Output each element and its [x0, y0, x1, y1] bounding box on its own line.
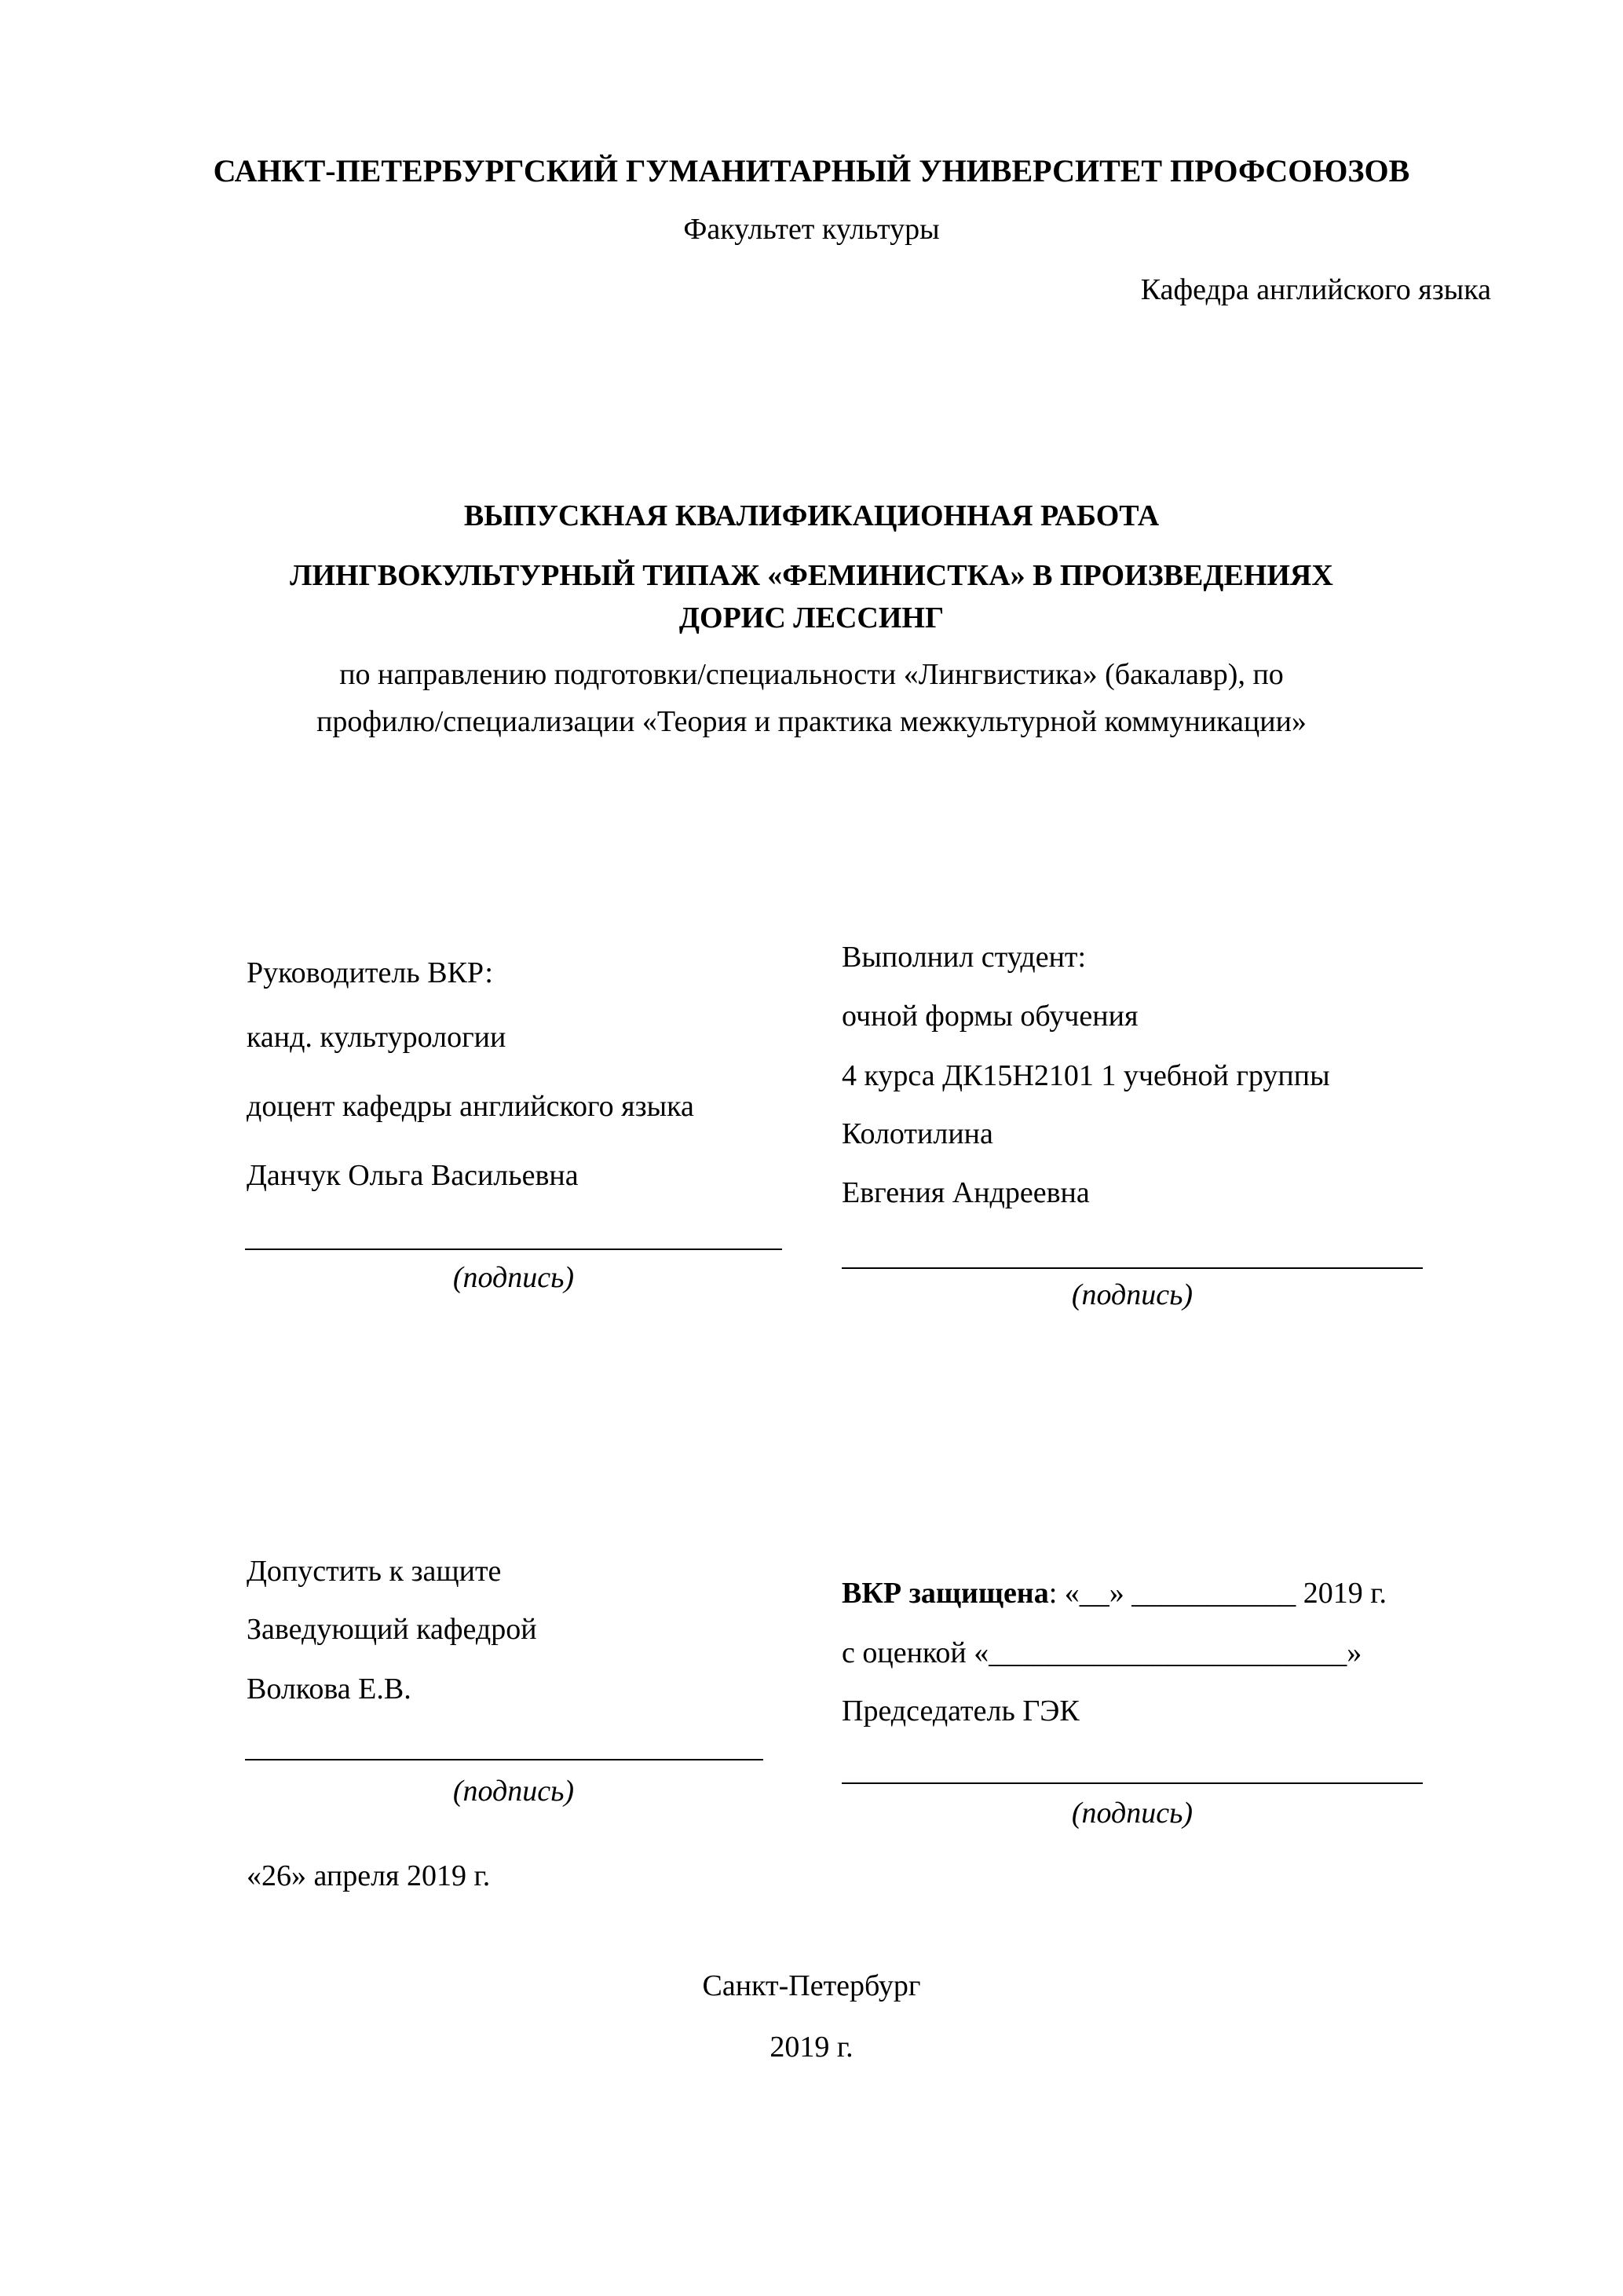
direction-line-1: по направлению подготовки/специальности «Лингвистика» (бакалавр), по [339, 658, 1284, 691]
student-signature-caption: (подпись) [1071, 1278, 1193, 1311]
university-name: САНКТ-ПЕТЕРБУРГСКИЙ ГУМАНИТАРНЫЙ УНИВЕРСИТЕТ ПРОФСОЮЗОВ [213, 153, 1410, 188]
supervisor-label: Руководитель ВКР: [247, 956, 493, 989]
topic-title-line-1: ЛИНГВОКУЛЬТУРНЫЙ ТИПАЖ «ФЕМИНИСТКА» В ПРОИЗВЕДЕНИЯХ [290, 559, 1333, 592]
student-course-group: 4 курса ДК15Н2101 1 учебной группы [842, 1059, 1330, 1092]
student-given-names: Евгения Андреевна [842, 1176, 1090, 1209]
defense-date-blank: : «__» ___________ 2019 г. [1048, 1577, 1387, 1610]
footer-year: 2019 г. [769, 2031, 854, 2064]
defense-grade: с оценкой «________________________» [842, 1636, 1362, 1669]
work-type-title: ВЫПУСКНАЯ КВАЛИФИКАЦИОННАЯ РАБОТА [463, 499, 1160, 532]
defense-chair: Председатель ГЭК [842, 1695, 1080, 1727]
supervisor-signature-line [245, 1249, 782, 1250]
supervisor-degree: канд. культурологии [247, 1021, 506, 1054]
student-signature-line [842, 1267, 1423, 1269]
admission-date: «26» апреля 2019 г. [247, 1859, 491, 1892]
admission-signature-caption: (подпись) [452, 1775, 575, 1808]
faculty-name: Факультет культуры [683, 213, 940, 246]
direction-line-2: профилю/специализации «Теория и практика межкультурной коммуникации» [316, 705, 1307, 738]
defense-signature-line [842, 1782, 1423, 1784]
student-study-form: очной формы обучения [842, 1000, 1139, 1033]
admission-label: Допустить к защите [247, 1555, 502, 1588]
defense-signature-caption: (подпись) [1071, 1797, 1193, 1830]
topic-title-line-2: ДОРИС ЛЕССИНГ [678, 601, 945, 634]
department-name: Кафедра английского языка [1140, 273, 1491, 306]
admission-signature-line [245, 1759, 763, 1760]
defense-label: ВКР защищена [842, 1577, 1049, 1610]
supervisor-name: Данчук Ольга Васильевна [247, 1159, 579, 1192]
student-label: Выполнил студент: [842, 941, 1087, 974]
footer-city: Санкт-Петербург [702, 1969, 921, 2002]
admission-role: Заведующий кафедрой [247, 1613, 537, 1646]
defense-status [842, 1578, 1387, 1608]
supervisor-position: доцент кафедры английского языка [247, 1090, 694, 1123]
supervisor-signature-caption: (подпись) [452, 1261, 575, 1294]
student-surname: Колотилина [842, 1117, 993, 1150]
admission-name: Волкова Е.В. [247, 1673, 411, 1706]
